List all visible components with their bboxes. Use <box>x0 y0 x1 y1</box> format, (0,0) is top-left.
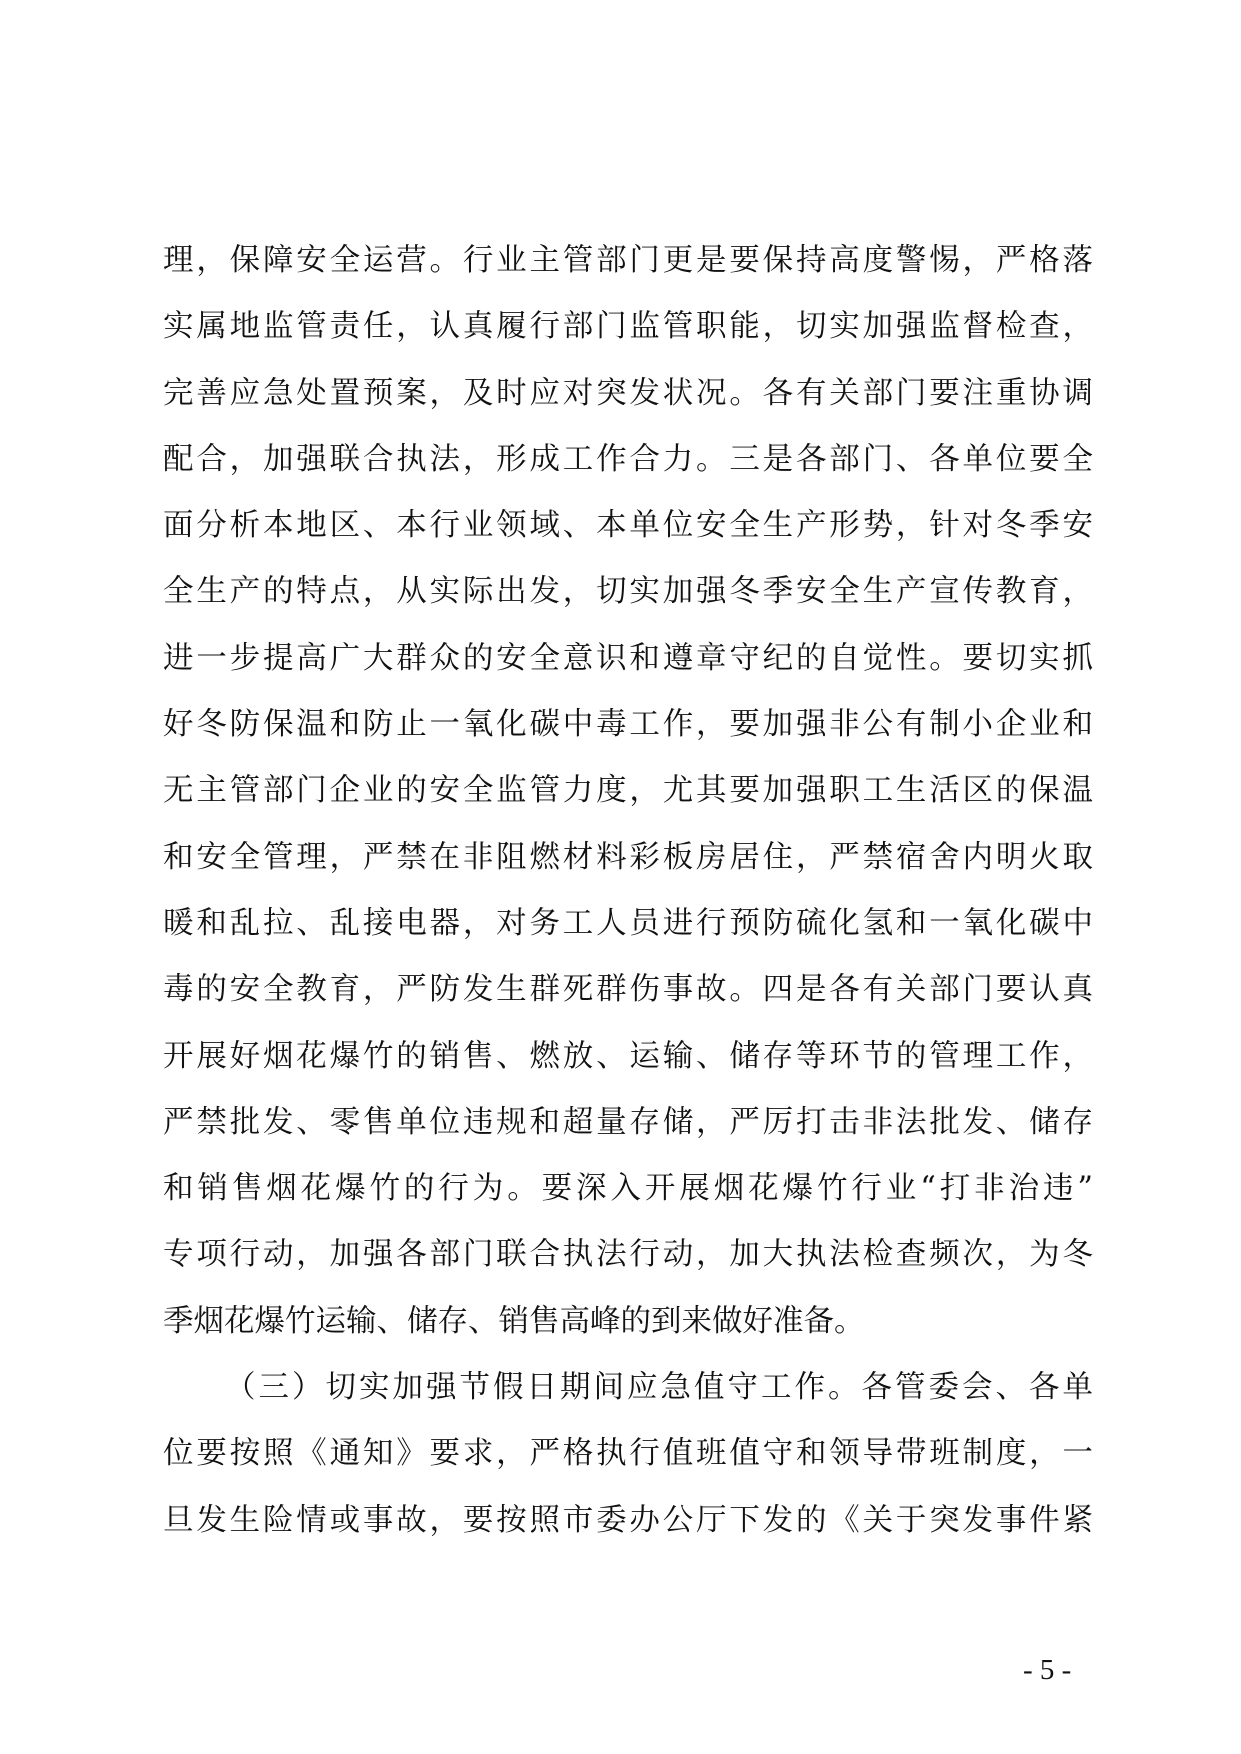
section-heading-line: （三）切实加强节假日期间应急值守工作。各管委会、各单 <box>225 1370 1093 1406</box>
text-line: 无主管部门企业的安全监管力度，尤其要加强职工生活区的保温 <box>163 773 1093 809</box>
text-line: 进一步提高广大群众的安全意识和遵章守纪的自觉性。要切实抓 <box>163 640 1093 676</box>
text-line: 暖和乱拉、乱接电器，对务工人员进行预防硫化氢和一氧化碳中 <box>163 905 1093 941</box>
text-line: 毒的安全教育，严防发生群死群伤事故。四是各有关部门要认真 <box>163 972 1093 1008</box>
text-line: 好冬防保温和防止一氧化碳中毒工作，要加强非公有制小企业和 <box>163 707 1093 743</box>
text-line: 旦发生险情或事故，要按照市委办公厅下发的《关于突发事件紧 <box>163 1502 1093 1538</box>
text-line: 面分析本地区、本行业领域、本单位安全生产形势，针对冬季安 <box>163 508 1093 544</box>
page-number: - 5 - <box>1023 1654 1072 1686</box>
text-line: 全生产的特点，从实际出发，切实加强冬季安全生产宣传教育， <box>163 574 1093 610</box>
text-line: 完善应急处置预案，及时应对突发状况。各有关部门要注重协调 <box>163 375 1093 411</box>
text-line: 季烟花爆竹运输、储存、销售高峰的到来做好准备。 <box>163 1303 865 1339</box>
text-line: 和销售烟花爆竹的行为。要深入开展烟花爆竹行业“打非治违” <box>163 1171 1093 1207</box>
text-line: 开展好烟花爆竹的销售、燃放、运输、储存等环节的管理工作， <box>163 1038 1093 1074</box>
text-line: 和安全管理，严禁在非阻燃材料彩板房居住，严禁宿舍内明火取 <box>163 839 1093 875</box>
text-line: 专项行动，加强各部门联合执法行动，加大执法检查频次，为冬 <box>163 1237 1093 1273</box>
text-line: 配合，加强联合执法，形成工作合力。三是各部门、各单位要全 <box>163 441 1093 477</box>
text-line: 实属地监管责任，认真履行部门监管职能，切实加强监督检查， <box>163 309 1093 345</box>
text-line: 位要按照《通知》要求，严格执行值班值守和领导带班制度，一 <box>163 1436 1093 1472</box>
text-line: 严禁批发、零售单位违规和超量存储，严厉打击非法批发、储存 <box>163 1104 1093 1140</box>
body-text <box>163 228 1093 1554</box>
text-line: 理，保障安全运营。行业主管部门更是要保持高度警惕，严格落 <box>163 243 1093 278</box>
